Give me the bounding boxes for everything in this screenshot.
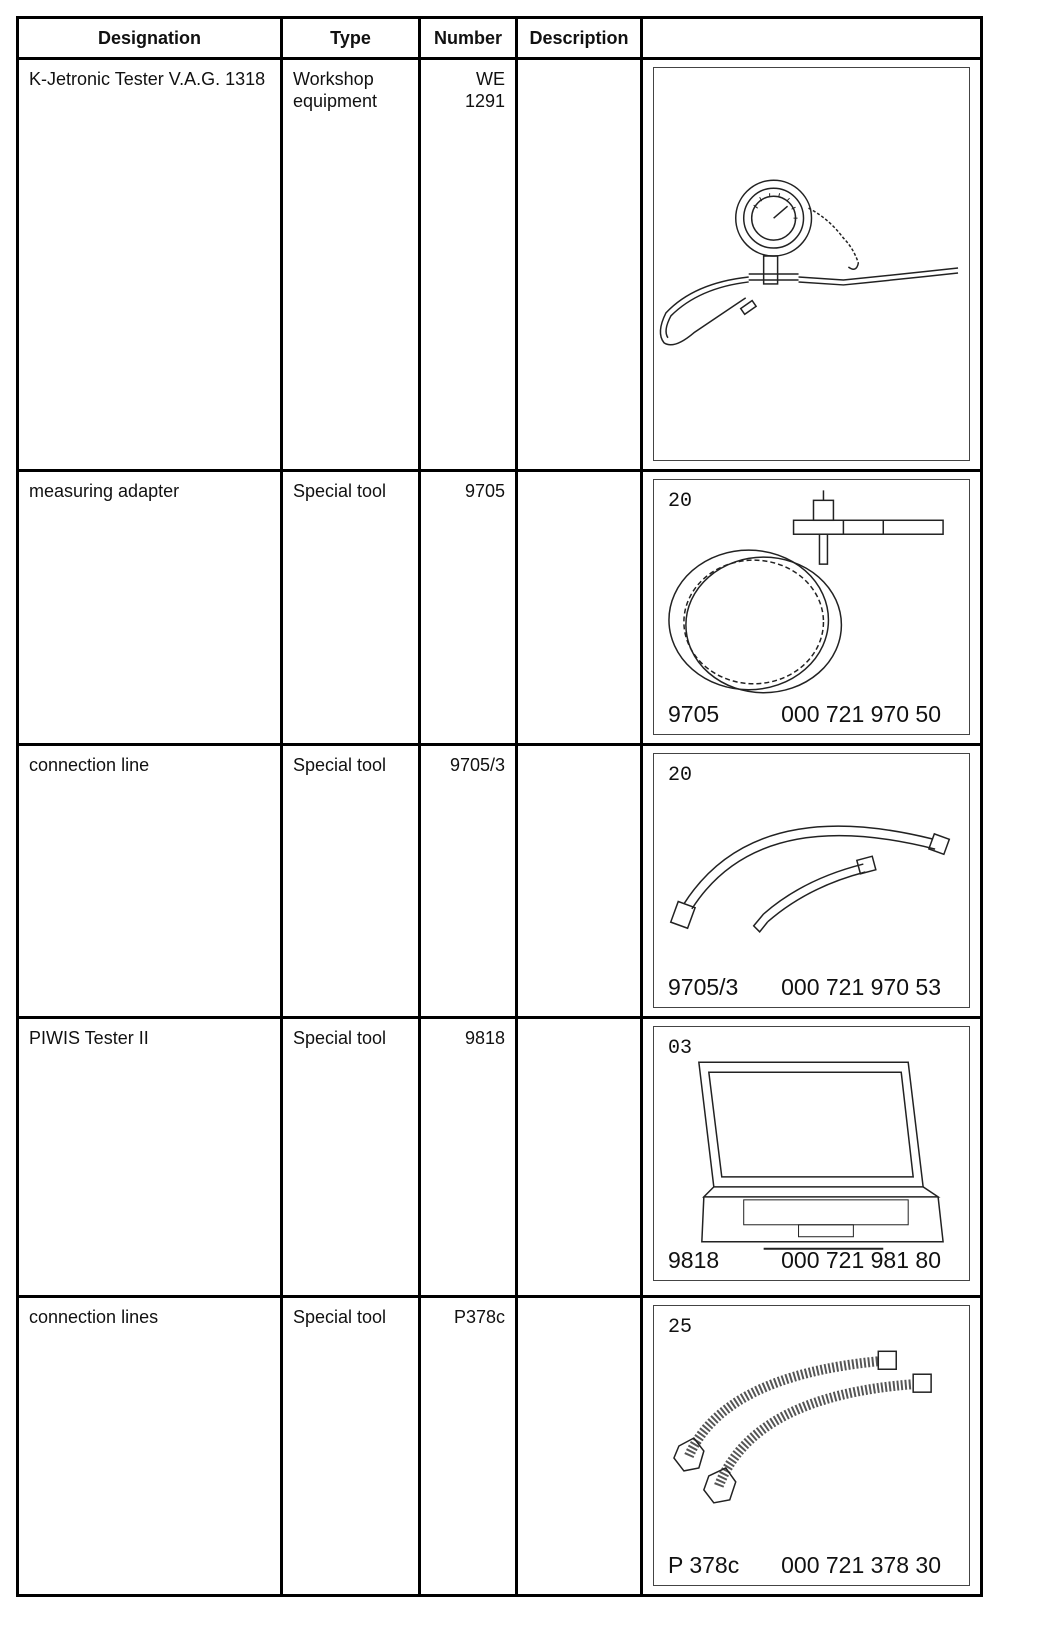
designation-text: connection line (29, 755, 150, 775)
illustration-quantity: 20 (668, 490, 693, 513)
illustration-tool-code: 9818 (668, 1247, 720, 1273)
cell-number (420, 59, 517, 471)
cell-image (642, 59, 982, 471)
header-description: Description (517, 18, 642, 59)
cell-description (517, 59, 642, 471)
header-image (642, 18, 982, 59)
cell-number (420, 471, 517, 745)
special-tools-table (16, 16, 983, 1597)
cell-designation (18, 1297, 282, 1596)
type-text: Special tool (293, 1028, 387, 1048)
illustration-part-number: 000 721 970 50 (781, 701, 941, 727)
cell-type (282, 745, 420, 1018)
designation-text: K-Jetronic Tester V.A.G. 1318 (29, 69, 266, 89)
number-text: P378c (453, 1307, 505, 1327)
tool-illustration (653, 1305, 970, 1586)
table-row (18, 59, 982, 471)
header-type: Type (282, 18, 420, 59)
cell-image (642, 745, 982, 1018)
number-text: 9818 (464, 1028, 505, 1048)
number-text: 9705/3 (449, 755, 505, 775)
table-row (18, 1297, 982, 1596)
table-row (18, 471, 982, 745)
cell-type (282, 59, 420, 471)
header-designation: Designation (18, 18, 282, 59)
cell-designation (18, 1018, 282, 1297)
description-text (518, 60, 640, 68)
measuring-adapter-hose-icon (654, 480, 969, 734)
illustration-quantity: 03 (668, 1037, 693, 1060)
description-text (518, 472, 640, 480)
cell-description (517, 1018, 642, 1297)
cell-designation (18, 59, 282, 471)
header-number: Number (420, 18, 517, 59)
illustration-quantity: 25 (668, 1316, 693, 1339)
description-text (518, 746, 640, 754)
description-text (518, 1019, 640, 1027)
cell-image (642, 471, 982, 745)
cell-designation (18, 745, 282, 1018)
illustration-part-number: 000 721 970 53 (781, 974, 941, 1000)
tool-illustration (653, 479, 970, 735)
table-row (18, 1018, 982, 1297)
header-row (18, 18, 982, 59)
illustration-tool-code: 9705/3 (668, 974, 739, 1000)
illustration-part-number: 000 721 981 80 (781, 1247, 941, 1273)
number-text: 9705 (464, 481, 505, 501)
designation-text: measuring adapter (29, 481, 180, 501)
type-text: Special tool (293, 481, 387, 501)
type-text: Special tool (293, 755, 387, 775)
illustration-tool-code: P 378c (668, 1552, 740, 1578)
illustration-part-number: 000 721 378 30 (781, 1552, 941, 1578)
table-row (18, 745, 982, 1018)
cell-type (282, 1297, 420, 1596)
tool-illustration (653, 1026, 970, 1281)
cell-image (642, 1018, 982, 1297)
connection-line-hose-icon (654, 754, 969, 1007)
type-text: Workshop equipment (293, 69, 378, 111)
cell-description (517, 1297, 642, 1596)
cell-number (420, 1297, 517, 1596)
laptop-tester-icon (654, 1027, 969, 1280)
cell-type (282, 1018, 420, 1297)
cell-description (517, 745, 642, 1018)
cell-description (517, 471, 642, 745)
cell-type (282, 471, 420, 745)
type-text: Special tool (293, 1307, 387, 1327)
cell-designation (18, 471, 282, 745)
pressure-gauge-tester-icon (654, 68, 969, 460)
braided-hoses-icon (654, 1306, 969, 1585)
number-text: WE 1291 (464, 69, 505, 111)
description-text (518, 1298, 640, 1306)
cell-number (420, 745, 517, 1018)
illustration-tool-code: 9705 (668, 701, 720, 727)
designation-text: PIWIS Tester II (29, 1028, 149, 1048)
tool-illustration (653, 753, 970, 1008)
designation-text: connection lines (29, 1307, 159, 1327)
cell-number (420, 1018, 517, 1297)
cell-image (642, 1297, 982, 1596)
illustration-quantity: 20 (668, 764, 693, 787)
tool-illustration (653, 67, 970, 461)
